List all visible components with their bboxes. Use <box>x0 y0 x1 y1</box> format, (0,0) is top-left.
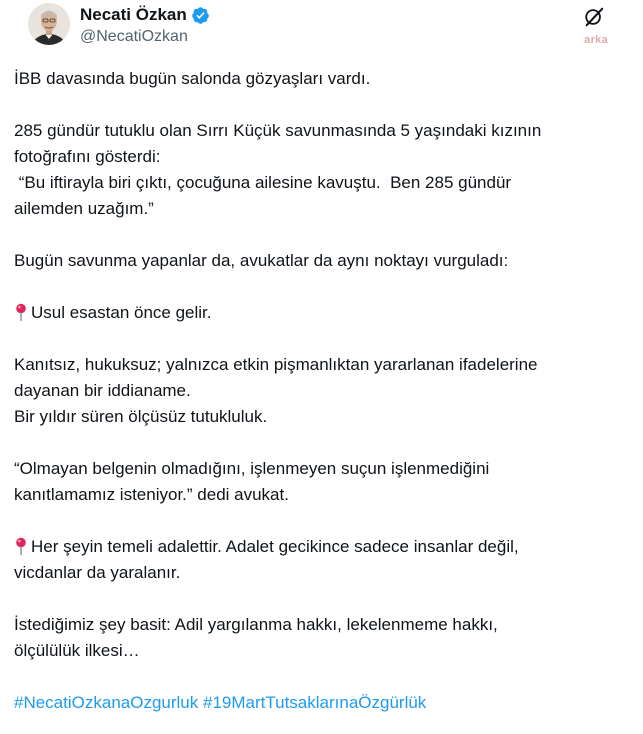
hashtags <box>14 690 634 716</box>
avatar[interactable] <box>28 3 70 45</box>
tweet-line: “Olmayan belgenin olmadığını, işlenmeyen suçun işlenmediğini <box>14 459 490 478</box>
tweet-line: vicdanlar da yaralanır. <box>14 563 181 582</box>
round-pushpin-icon <box>14 303 28 321</box>
tweet-line: İstediğimiz şey basit: Adil yargılanma hakkı, lekelenmeme hakkı, <box>14 615 498 634</box>
tweet-line: “Bu iftirayla biri çıktı, çocuğuna ailesine kavuştu. Ben 285 gündür <box>14 173 512 192</box>
tweet-line: Bugün savunma yapanlar da, avukatlar da aynı noktayı vurguladı: <box>14 251 509 270</box>
tweet-header <box>14 0 629 64</box>
tweet-line-text: Her şeyin temeli adalettir. Adalet gecikince sadece insanlar değil, <box>31 537 519 556</box>
grok-icon[interactable] <box>583 6 605 28</box>
author-name-row <box>80 5 210 25</box>
tweet-line: Bir yıldır süren ölçüsüz tutukluluk. <box>14 407 268 426</box>
tweet-line: Kanıtsız, hukuksuz; yalnızca etkin pişmanlıktan yararlanan ifadelerine <box>14 355 538 374</box>
tweet-line-pin <box>14 300 634 326</box>
tweet-line: 285 gündür tutuklu olan Sırrı Küçük savunmasında 5 yaşındaki kızının <box>14 121 542 140</box>
author-name[interactable]: Necati Özkan <box>80 5 187 24</box>
tweet-line-pin <box>14 534 634 560</box>
author-handle[interactable]: @NecatiOzkan <box>80 28 188 45</box>
round-pushpin-icon <box>14 537 28 555</box>
tweet-text <box>14 66 634 716</box>
tweet-line: kanıtlamamız isteniyor.” dedi avukat. <box>14 485 289 504</box>
tweet-line: dayanan bir iddianame. <box>14 381 191 400</box>
tweet-line: İBB davasında bugün salonda gözyaşları vardı. <box>14 69 371 88</box>
tweet-line-text: Usul esastan önce gelir. <box>31 303 212 322</box>
tweet-line: ailemden uzağım.” <box>14 199 154 218</box>
hashtag-link[interactable]: #NecatiOzkanaOzgurluk <box>14 693 199 712</box>
tweet-line: fotoğrafını gösterdi: <box>14 147 161 166</box>
tweet-line: ölçülülük ilkesi… <box>14 641 140 660</box>
watermark: arka <box>584 34 608 46</box>
verified-badge-icon <box>191 6 210 25</box>
hashtag-link[interactable]: #19MartTutsaklarınaÖzgürlük <box>203 693 427 712</box>
